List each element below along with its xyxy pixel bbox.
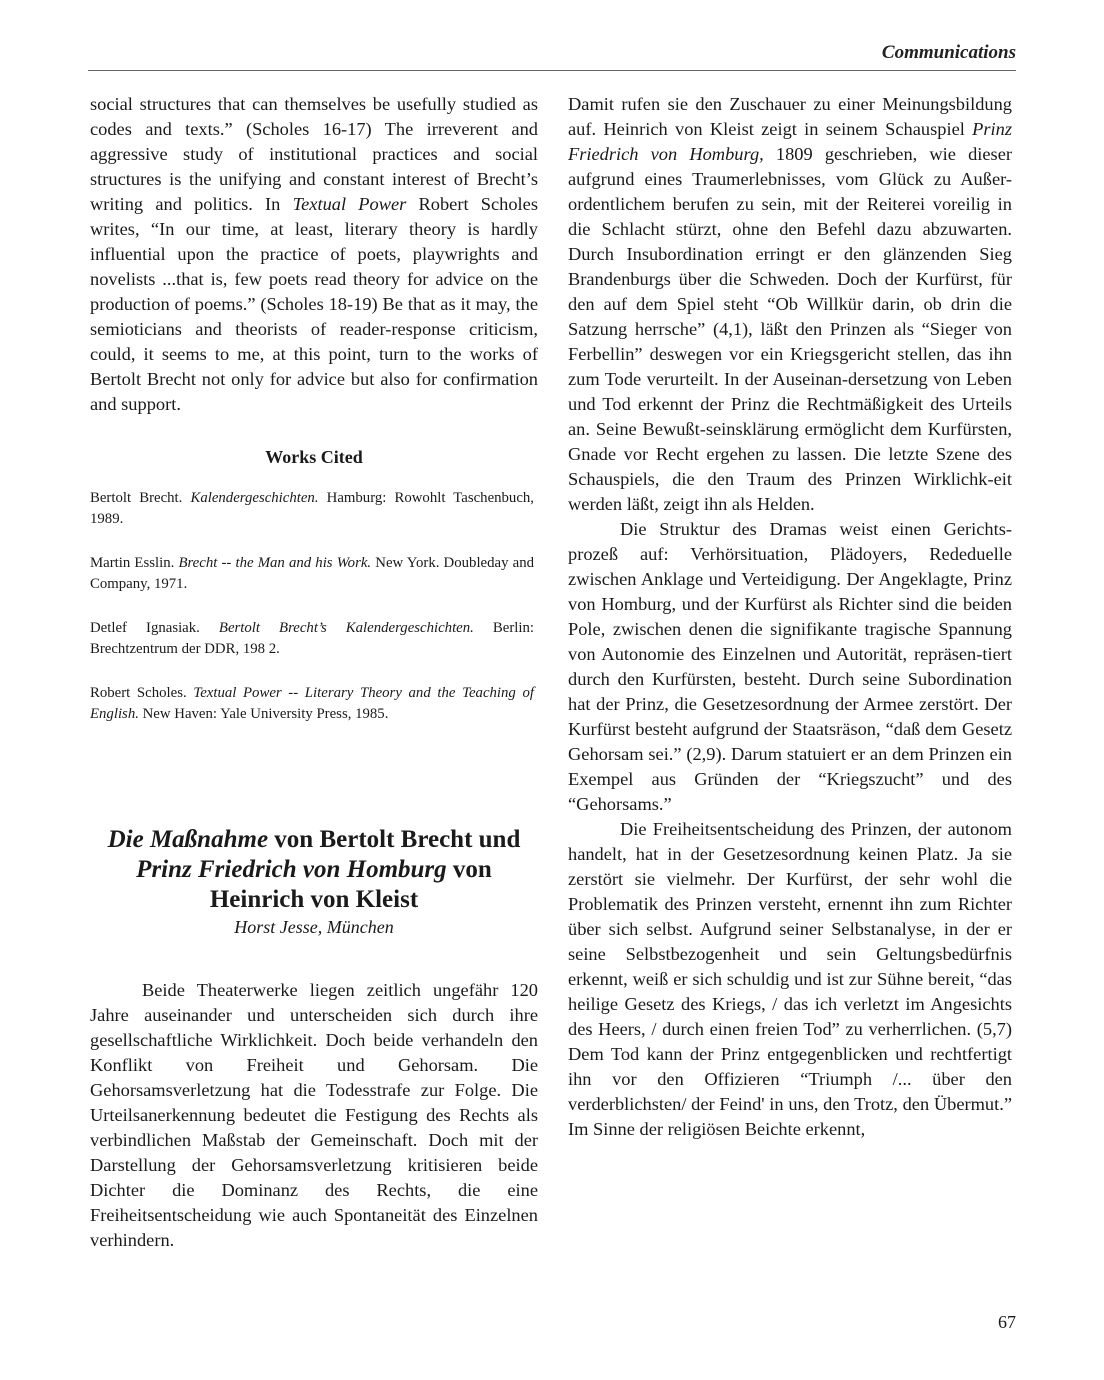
article-title-part1: Die Maßnahme	[107, 826, 269, 853]
left-column	[90, 92, 538, 1253]
body-paragraph: Die Freiheitsentscheidung des Prinzen, der autonom handelt, hat in der Gesetzesordnung keinen Platz. Ja sie zerstört sie vielmehr. Der Kurfürst, der sehr wohl die Problematik des Prinzen versteht, ernennt ihn zum Richter über sich selbst. Aufgrund seiner Selbstanalyse, in der er seine Selbstbezogenheit und sein Geltungsbedürfnis erkennt, weiß er sich schuldig und ist zur Sühne bereit, “das heilige Gesetz des Kriegs, / das ich verletzt im Angesichts des Heers, / durch einen freien Tod” zu verherrlichen. (5,7) Dem Tod kann der Prinz entgegenblicken und rechtfertigt ihn vor den Offizieren “Triumph /... über den verderblichsten/ der Feind' in uns, den Trotz, den Übermut.” Im Sinne der religiösen Beichte erkennt,	[568, 819, 1012, 1139]
body-text-b: 1809 geschrieben, wie dieser aufgrund eines Traumerlebnisses, vom Glück zu Außer-ordentlichem berufen zu sein, mit der Reiterei voreilig in die Schlacht stürzt, ohne den Befehl dazu abzuwarten. Durch Insubordination erringt er den glänzenden Sieg Brandenburgs über die Schweden. Doch der Kurfürst, für den auf dem Spiel steht “Ob Willkür darin, ob drin die Satzung herrsche” (4,1), läßt den Prinzen als “Sieger von Ferbellin” deswegen vor ein Kriegsgericht stellen, das ihn zum Tode verurteilt. In der Auseinan-dersetzung von Leben und Tod erkennt der Prinz die Rechtmäßigkeit des Urteils an. Seine Bewußt-seinsklärung ermöglicht dem Kurfürsten, Gnade vor Recht ergehen zu lassen. Die letzte Szene des Schauspiels, die den Traum des Prinzen Wirklichk-eit werden läßt, zeigt ihn als Helden.	[568, 144, 1012, 514]
works-cited-heading: Works Cited	[265, 447, 363, 467]
body-paragraph	[568, 92, 1012, 517]
article-author: Horst Jesse, München	[234, 917, 394, 937]
intro-book-title: Textual Power	[292, 194, 407, 214]
header-rule	[88, 70, 1016, 71]
body-text-a: Damit rufen sie den Zuschauer zu einer Meinungsbildung auf. Heinrich von Kleist zeigt in seinem Schauspiel	[568, 94, 1012, 139]
citation: Robert Scholes. Textual Power -- Literary Theory and the Teaching of English. New Haven: Yale University Press, 1985.	[90, 685, 534, 722]
running-title: Communications	[881, 42, 1016, 63]
play-title: Prinz Friedrich von Homburg,	[568, 119, 1012, 164]
article-title-part4: von Heinrich von Kleist	[209, 856, 492, 913]
article-title	[90, 825, 538, 915]
article-title-part3: Prinz Friedrich von Homburg	[136, 856, 447, 883]
intro-text-b: Robert Scholes writes, “In our time, at least, literary theory is hardly influential upon the practice of poets, playwrights and novelists ...that is, few poets read theory for advice on the production of poems.” (Scholes 18-19) Be that as it may, the semioticians and theorists of reader-response criticism, could, it seems to me, at this point, turn to the works of Bertolt Brecht not only for advice but also for confirmation and support.	[90, 194, 538, 414]
article-title-part2: von Bertolt Brecht und	[268, 826, 521, 853]
citation: Martin Esslin. Brecht -- the Man and his Work. New York. Doubleday and Company, 1971.	[90, 555, 534, 592]
citation: Detlef Ignasiak. Bertolt Brecht’s Kalendergeschichten. Berlin: Brechtzentrum der DDR, 198 2.	[90, 620, 534, 657]
intro-text-a: social structures that can themselves be usefully studied as codes and texts.” (Scholes 16-17) The irreverent and aggressive study of institutional practices and social structures is the unifying and constant interest of Brecht’s writing and politics. In	[90, 94, 538, 214]
page-number: 67	[998, 1312, 1016, 1332]
article-paragraph: Beide Theaterwerke liegen zeitlich ungefähr 120 Jahre auseinander und unterscheiden sich durch ihre gesellschaftliche Wirklichkeit. Doch beide verhandeln den Konflikt von Freiheit und Gehorsam. Die Gehorsamsverletzung hat die Todesstrafe zur Folge. Die Urteilsanerkennung bedeutet die Festigung des Rechts als verbindlichen Maßstab der Gemeinschaft. Doch mit der Darstellung der Gehorsamsverletzung kritisieren beide Dichter die Dominanz des Rechts, die eine Freiheitsentscheidung wie auch Spontaneität des Einzelnen verhindern.	[90, 980, 538, 1250]
body-paragraph: Die Struktur des Dramas weist einen Gerichts-prozeß auf: Verhörsituation, Plädoyers, Rededuelle zwischen Anklage und Verteidigung. Der Angeklagte, Prinz von Homburg, und der Kurfürst als Richter sind die beiden Pole, zwischen denen die signifikante tragische Spannung von Autonomie des Einzelnen und Autorität, repräsen-tiert durch den Kurfürsten, besteht. Durch seine Subordination hat der Prinz, die Gesetzesordnung der Armee zerstört. Der Kurfürst besteht aufgrund der Staatsräson, “daß dem Gesetz Gehorsam sei.” (2,9). Darum statuiert er an dem Prinzen ein Exempel aus Gründen der “Kriegszucht” und des “Gehorsams.”	[568, 519, 1012, 814]
citation: Bertolt Brecht. Kalendergeschichten. Hamburg: Rowohlt Taschenbuch, 1989.	[90, 490, 534, 527]
right-column	[568, 92, 1012, 1142]
intro-paragraph	[90, 92, 538, 417]
